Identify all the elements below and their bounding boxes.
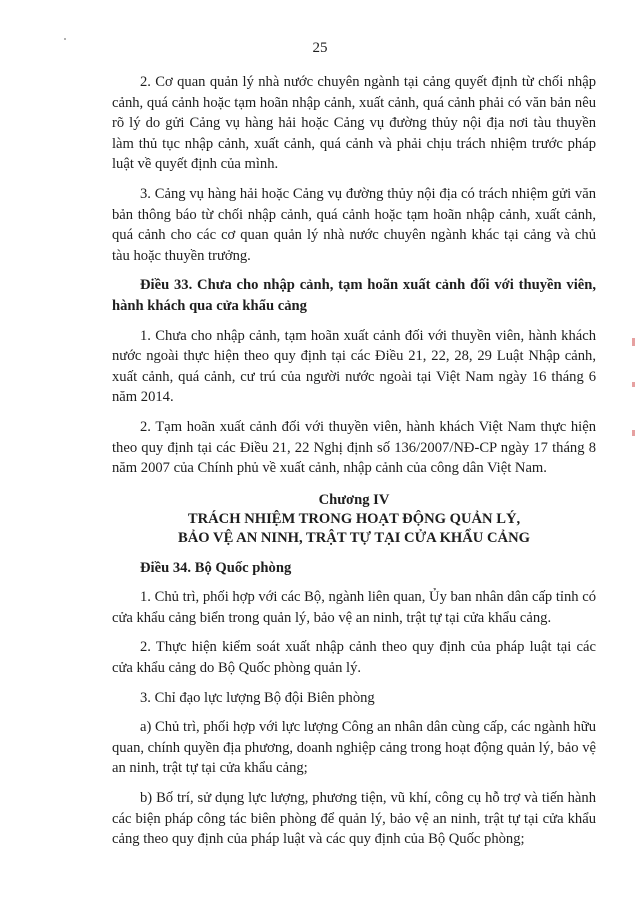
- paragraph: 3. Chỉ đạo lực lượng Bộ đội Biên phòng: [140, 689, 375, 706]
- paragraph: 2. Thực hiện kiểm soát xuất nhập cảnh theo quy định của pháp luật tại các cửa khẩu cảng do Bộ Quốc phòng quản lý.: [112, 639, 596, 677]
- paragraph: 1. Chưa cho nhập cảnh, tạm hoãn xuất cảnh đối với thuyền viên, hành khách nước ngoài thực hiện theo quy định tại các Điều 21, 22, 28, 29 Luật Nhập cảnh, xuất cảnh, quá cảnh, cư trú của người nước ngoài tại Việt Nam ngày 16 tháng 6 năm 2014.: [112, 327, 596, 406]
- paragraph: 1. Chủ trì, phối hợp với các Bộ, ngành liên quan, Ủy ban nhân dân cấp tỉnh có cửa khẩu cảng biển trong quản lý, bảo vệ an ninh, trật tự tại cửa khẩu cảng.: [112, 589, 596, 626]
- edge-stain: [632, 382, 635, 387]
- chapter-number: Chương IV: [318, 491, 390, 508]
- page-number: 25: [312, 40, 328, 56]
- edge-stain: [632, 338, 635, 346]
- edge-stain: [632, 430, 635, 436]
- paragraph: 2. Cơ quan quản lý nhà nước chuyên ngành tại cảng quyết định từ chối nhập cảnh, quá cảnh hoặc tạm hoãn nhập cảnh, xuất cảnh, quá cảnh phải có văn bản nêu rõ lý do gửi Cảng vụ hàng hải hoặc Cảng vụ đường thủy nội địa nơi tàu thuyền làm thủ tục nhập cảnh, xuất cảnh, quá cảnh và phải chịu trách nhiệm trước pháp luật về quyết định của mình.: [112, 74, 596, 173]
- article-34-heading: Điều 34. Bộ Quốc phòng: [140, 559, 292, 576]
- document-body: [112, 72, 596, 859]
- chapter-title-line-2: BẢO VỆ AN NINH, TRẬT TỰ TẠI CỬA KHẨU CẢNG: [178, 529, 530, 546]
- article-33-heading: Điều 33. Chưa cho nhập cảnh, tạm hoãn xuất cảnh đối với thuyền viên, hành khách qua cửa khẩu cảng: [112, 277, 596, 314]
- paragraph: a) Chủ trì, phối hợp với lực lượng Công an nhân dân cùng cấp, các ngành hữu quan, chính quyền địa phương, doanh nghiệp cảng trong hoạt động quản lý, bảo vệ an ninh, trật tự tại cửa khẩu cảng;: [112, 719, 596, 777]
- paragraph: b) Bố trí, sử dụng lực lượng, phương tiện, vũ khí, công cụ hỗ trợ và tiến hành các biện pháp công tác biên phòng để quản lý, bảo vệ an ninh, trật tự tại cửa khẩu cảng theo quy định của pháp luật và các quy định của Bộ Quốc phòng;: [112, 790, 596, 848]
- paragraph: 3. Cảng vụ hàng hải hoặc Cảng vụ đường thủy nội địa có trách nhiệm gửi văn bản thông báo từ chối nhập cảnh, quá cảnh hoặc tạm hoãn nhập cảnh, xuất cảnh, quá cảnh cho các cơ quan quản lý nhà nước chuyên ngành khác tại cảng và chủ tàu hoặc thuyền trưởng.: [112, 185, 596, 264]
- chapter-heading: [112, 491, 596, 548]
- chapter-title-line-1: TRÁCH NHIỆM TRONG HOẠT ĐỘNG QUẢN LÝ,: [187, 510, 521, 527]
- paragraph: 2. Tạm hoãn xuất cảnh đối với thuyền viên, hành khách Việt Nam thực hiện theo quy định tại các Điều 21, 22 Nghị định số 136/2007/NĐ-CP ngày 17 tháng 8 năm 2007 của Chính phủ về xuất cảnh, nhập cảnh của công dân Việt Nam.: [112, 418, 596, 477]
